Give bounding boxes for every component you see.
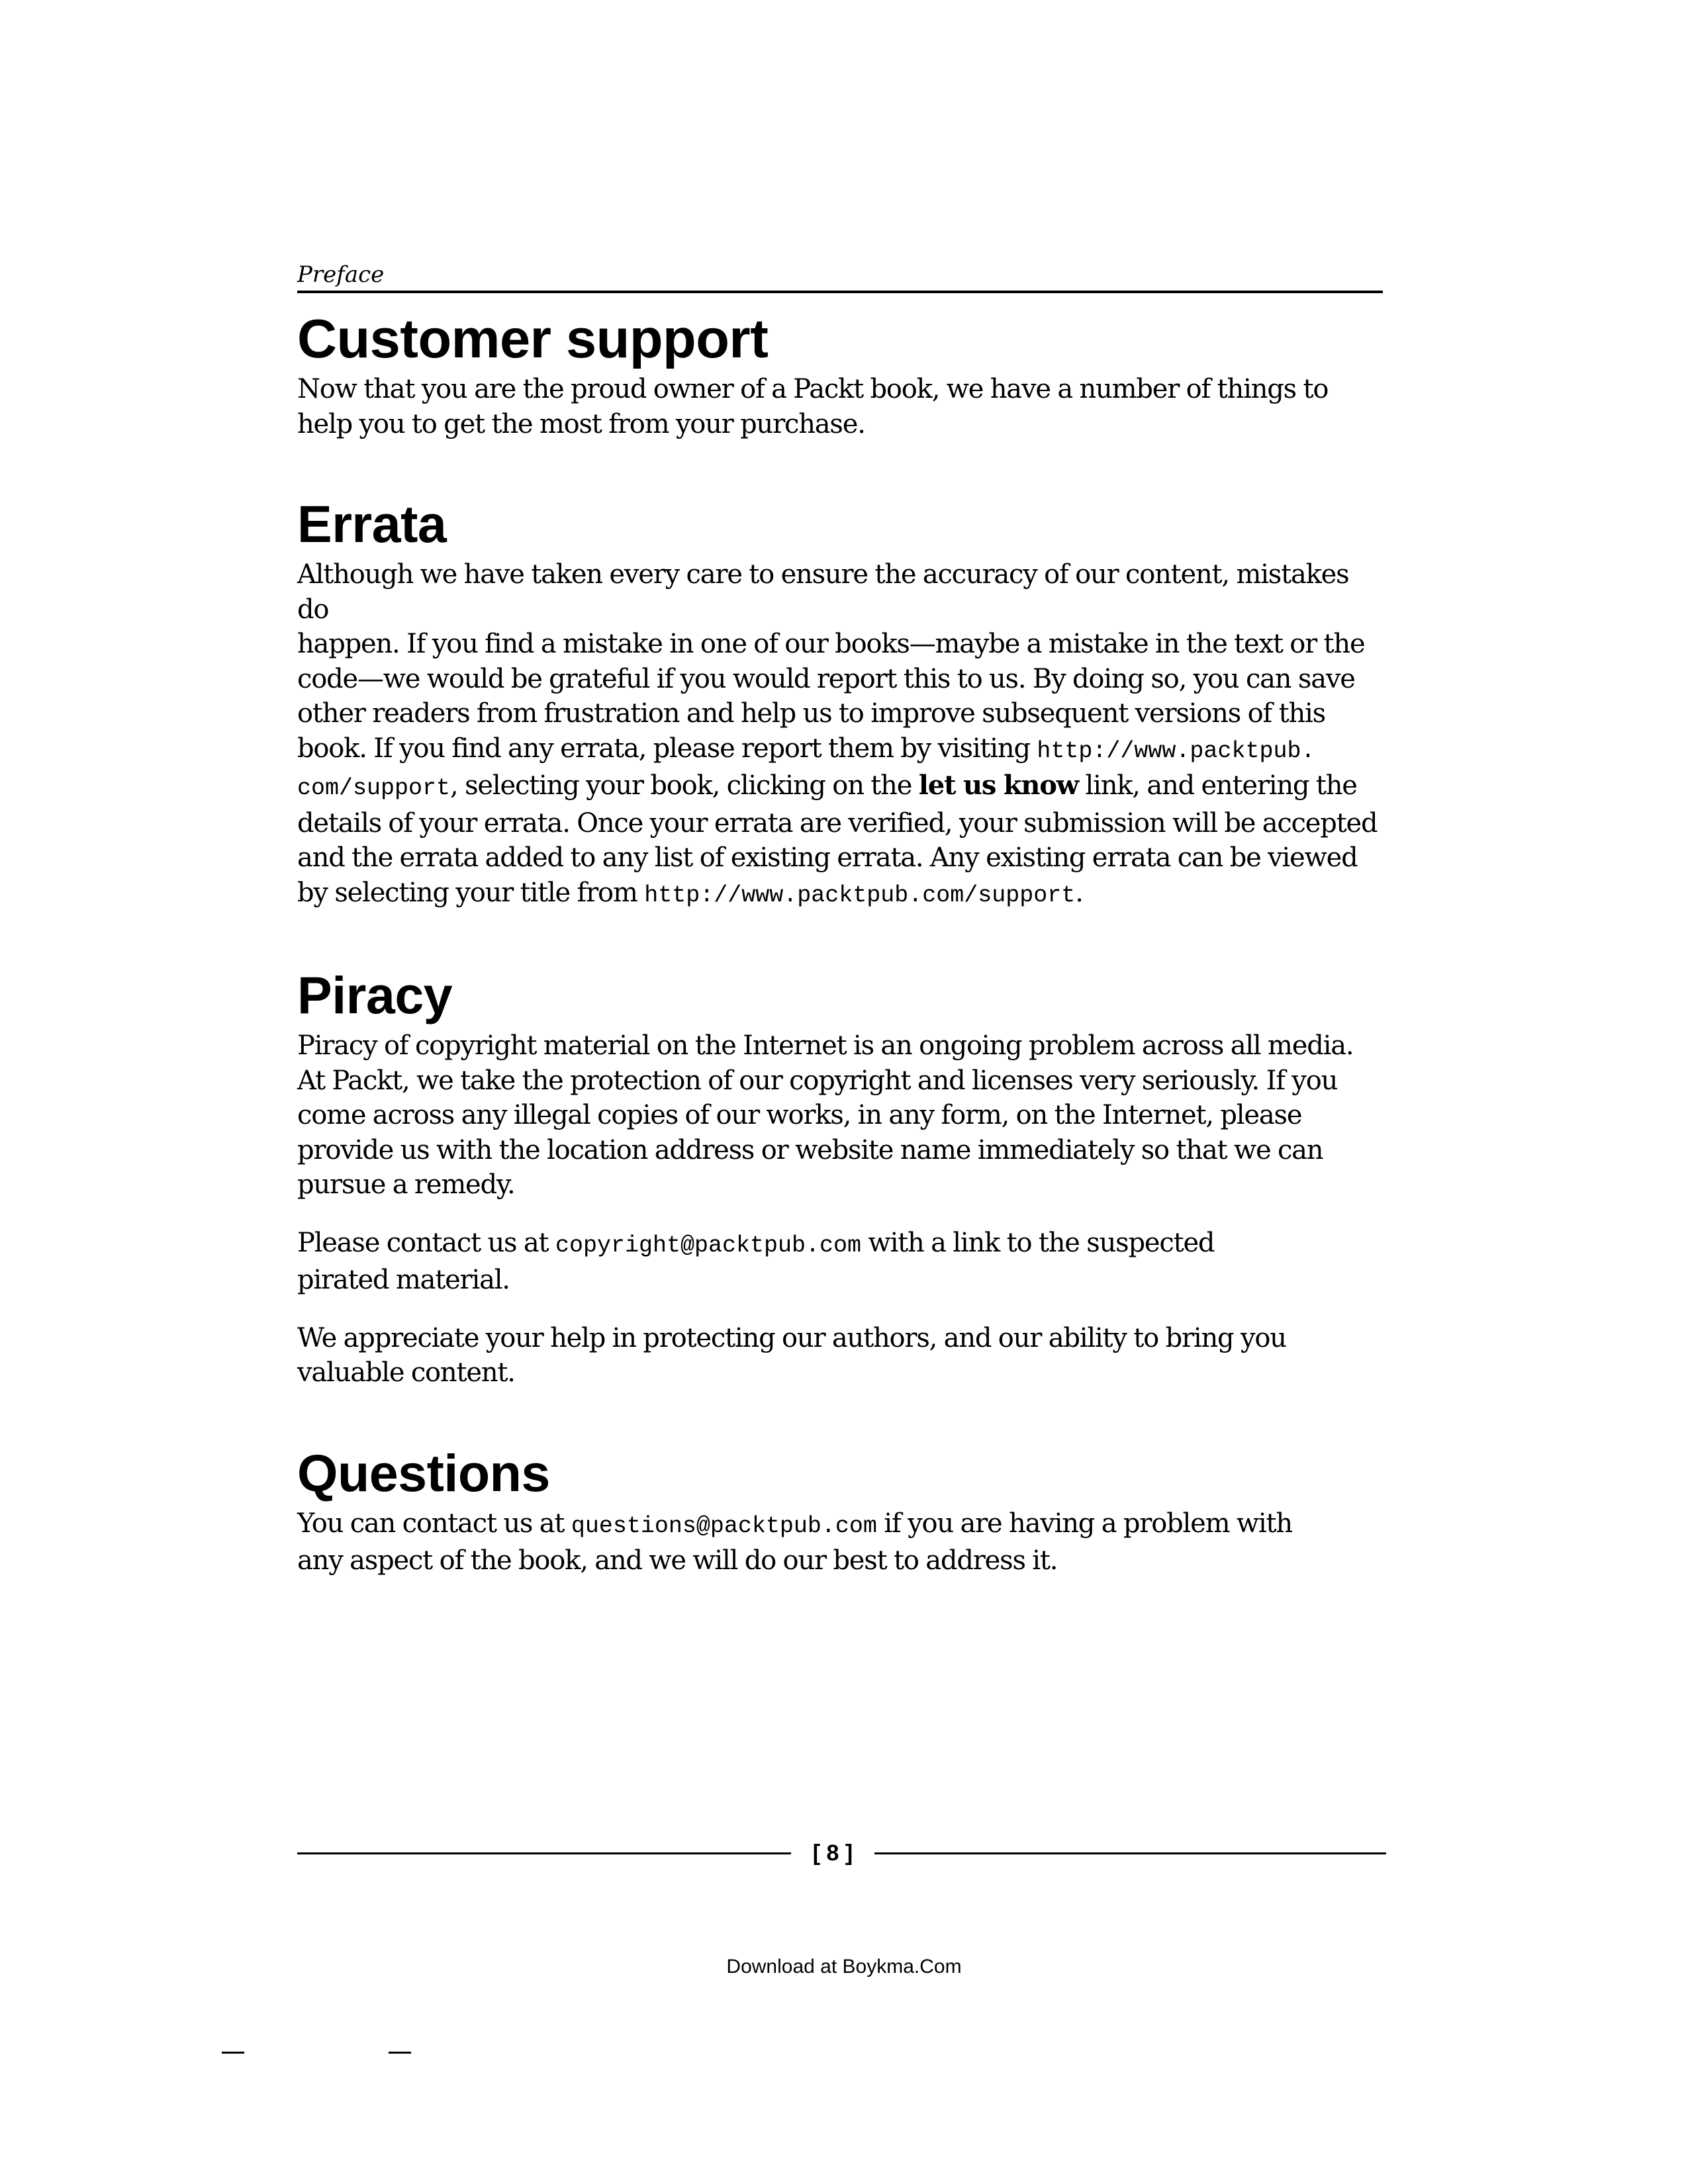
- text-line: We appreciate your help in protecting our authors, and our ability to bring you: [297, 1322, 1286, 1353]
- piracy-paragraph-2: [297, 1226, 1386, 1298]
- text-fragment: Please contact us at: [297, 1227, 555, 1258]
- text-line: other readers from frustration and help us to improve subsequent versions of this: [297, 698, 1325, 729]
- text-line: come across any illegal copies of our works, in any form, on the Internet, please: [297, 1100, 1302, 1130]
- text-line: any aspect of the book, and we will do our best to address it.: [297, 1545, 1058, 1576]
- text-line: pursue a remedy.: [297, 1169, 515, 1200]
- questions-email[interactable]: questions@packtpub.com: [571, 1512, 877, 1539]
- page-content: [297, 306, 1386, 1578]
- heading-errata: Errata: [297, 494, 447, 553]
- running-head: Preface: [297, 260, 1383, 293]
- text-fragment: link, and entering the: [1078, 770, 1357, 801]
- text-fragment: book. If you find any errata, please report them by visiting: [297, 733, 1037, 764]
- heading-customer-support: Customer support: [297, 308, 769, 369]
- text-line: pirated material.: [297, 1265, 510, 1295]
- text-line: and the errata added to any list of existing errata. Any existing errata can be viewed: [297, 842, 1358, 873]
- heading-piracy: Piracy: [297, 966, 453, 1024]
- errata-paragraph: [297, 557, 1386, 913]
- page-footer: [297, 1833, 1386, 1873]
- text-line: happen. If you find a mistake in one of our books—maybe a mistake in the text or the: [297, 629, 1365, 659]
- text-line: provide us with the location address or website name immediately so that we can: [297, 1134, 1323, 1165]
- page-number: [ 8 ]: [812, 1841, 853, 1866]
- questions-paragraph: [297, 1506, 1386, 1578]
- customer-support-paragraph: [297, 372, 1386, 441]
- text-line: code—we would be grateful if you would report this to us. By doing so, you can save: [297, 663, 1355, 694]
- text-line: Now that you are the proud owner of a Packt book, we have a number of things to: [297, 374, 1329, 404]
- text-line: Piracy of copyright material on the Internet is an ongoing problem across all media.: [297, 1030, 1354, 1061]
- text-fragment: You can contact us at: [297, 1508, 571, 1539]
- text-line: Although we have taken every care to ensure the accuracy of our content, mistakes do: [297, 559, 1349, 625]
- piracy-paragraph-3: [297, 1321, 1386, 1390]
- text-line: At Packt, we take the protection of our copyright and licenses very seriously. If you: [297, 1065, 1338, 1096]
- copyright-email[interactable]: copyright@packtpub.com: [555, 1232, 862, 1259]
- support-url[interactable]: http://www.packtpub.com/support: [644, 882, 1076, 909]
- text-fragment: if you are having a problem with: [876, 1508, 1292, 1539]
- crop-mark: [389, 2052, 411, 2054]
- text-line: help you to get the most from your purchase.: [297, 408, 865, 439]
- text-line: valuable content.: [297, 1357, 515, 1388]
- support-url-part1[interactable]: http://www.packtpub.: [1037, 737, 1315, 764]
- text-line: details of your errata. Once your errata are verified, your submission will be accepted: [297, 807, 1378, 839]
- text-fragment: by selecting your title from: [297, 877, 645, 908]
- text-fragment: .: [1075, 877, 1083, 908]
- crop-mark: [222, 2052, 244, 2054]
- text-fragment: , selecting your book, clicking on the: [450, 770, 919, 801]
- let-us-know-link[interactable]: let us know: [918, 770, 1078, 801]
- text-fragment: with a link to the suspected: [861, 1227, 1215, 1258]
- footer-rule-right: [874, 1852, 1386, 1854]
- download-credit: Download at Boykma.Com: [726, 1956, 962, 1978]
- piracy-paragraph-1: [297, 1028, 1386, 1203]
- heading-questions: Questions: [297, 1443, 550, 1502]
- footer-rule-left: [297, 1852, 791, 1854]
- support-url-part2[interactable]: com/support: [297, 775, 451, 801]
